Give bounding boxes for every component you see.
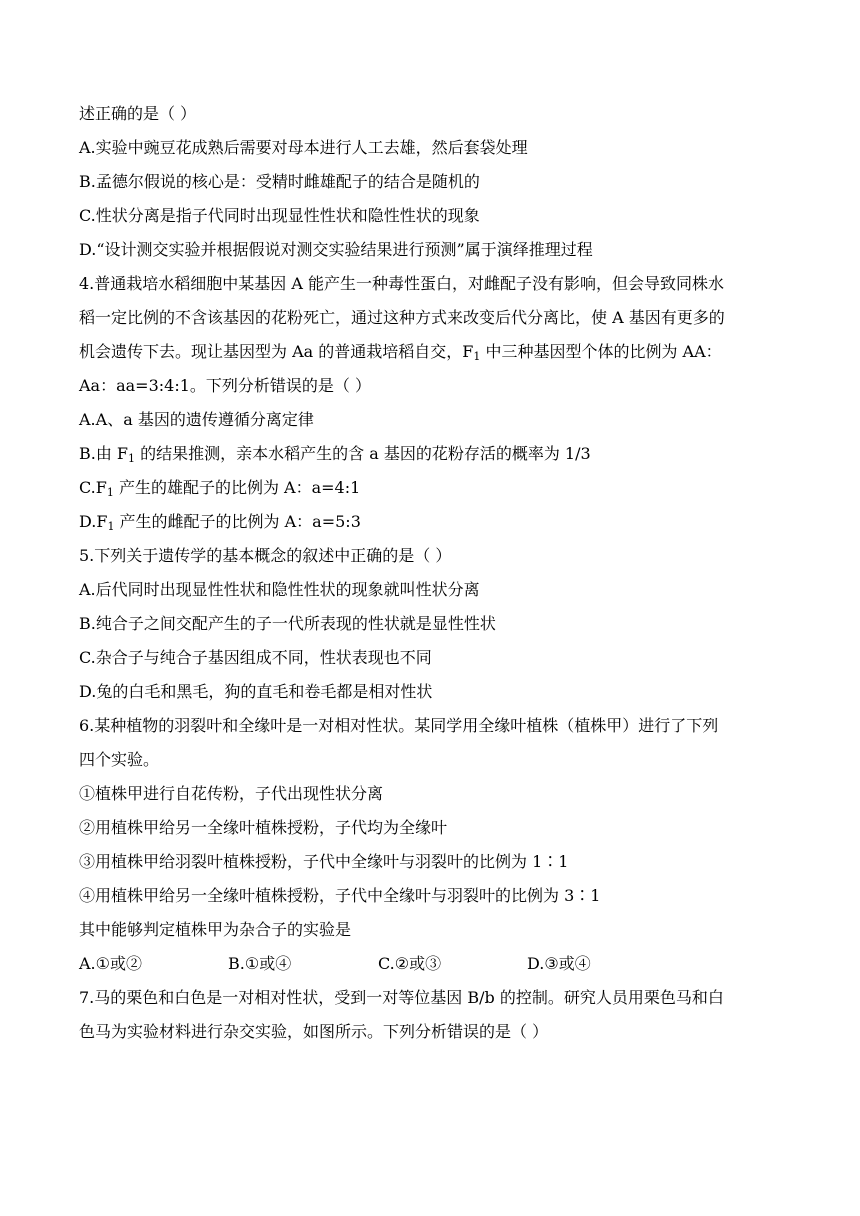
q5-option-d: D.兔的白毛和黑毛，狗的直毛和卷毛都是相对性状 — [79, 682, 433, 701]
q4-option-c-subscript: 1 — [106, 486, 114, 499]
q6-experiment-2: ②用植株甲给另一全缘叶植株授粉，子代均为全缘叶 — [79, 818, 448, 837]
q4-option-c-part-b: 产生的雄配子的比例为 A：a=4:1 — [113, 478, 361, 497]
q6-option-c: C.②或③ — [378, 954, 442, 973]
q3-option-b: B.孟德尔假说的核心是：受精时雌雄配子的结合是随机的 — [79, 172, 480, 191]
q6-option-a: A.①或② — [79, 954, 142, 973]
q4-option-d — [79, 512, 361, 532]
q6-experiment-1: ①植株甲进行自花传粉，子代出现性状分离 — [79, 784, 384, 803]
q4-stem-line-3-subscript: 1 — [473, 350, 481, 363]
q4-option-b-subscript: 1 — [128, 452, 136, 465]
q4-stem-line-3-part-b: 中三种基因型个体的比例为 AA： — [480, 342, 722, 361]
q6-option-b: B.①或④ — [228, 954, 292, 973]
q4-option-c-part-a: C.F — [79, 478, 107, 497]
q7-stem-line-2: 色马为实验材料进行杂交实验，如图所示。下列分析错误的是（ ） — [79, 1022, 549, 1041]
q3-option-c: C.性状分离是指子代同时出现显性性状和隐性性状的现象 — [79, 206, 480, 225]
q4-option-b-part-b: 的结果推测，亲本水稻产生的含 a 基因的花粉存活的概率为 1/3 — [135, 444, 591, 463]
q6-experiment-4: ④用植株甲给另一全缘叶植株授粉，子代中全缘叶与羽裂叶的比例为 3∶1 — [79, 886, 601, 905]
q4-stem-line-2: 稻一定比例的不含该基因的花粉死亡，通过这种方式来改变后代分离比，使 A 基因有更多的 — [79, 308, 725, 327]
q4-option-a: A.A、a 基因的遗传遵循分离定律 — [79, 410, 314, 429]
q5-option-c: C.杂合子与纯合子基因组成不同，性状表现也不同 — [79, 648, 432, 667]
q5-option-b: B.纯合子之间交配产生的子一代所表现的性状就是显性性状 — [79, 614, 496, 633]
q5-stem: 5.下列关于遗传学的基本概念的叙述中正确的是（ ） — [79, 546, 452, 565]
q3-option-a: A.实验中豌豆花成熟后需要对母本进行人工去雄，然后套袋处理 — [79, 138, 528, 157]
q6-experiment-3: ③用植株甲给羽裂叶植株授粉，子代中全缘叶与羽裂叶的比例为 1∶1 — [79, 852, 569, 871]
q3-option-d: D.“设计测交实验并根据假说对测交实验结果进行预测”属于演绎推理过程 — [79, 240, 593, 259]
q4-option-b-part-a: B.由 F — [79, 444, 129, 463]
q7-stem-line-1: 7.马的栗色和白色是一对相对性状，受到一对等位基因 B/b 的控制。研究人员用栗色马和白 — [79, 988, 724, 1007]
q4-stem-line-4: Aa：aa=3:4:1。下列分析错误的是（ ） — [79, 376, 371, 395]
q4-option-d-part-a: D.F — [79, 512, 108, 531]
q4-option-b — [79, 444, 591, 464]
q4-option-c — [79, 478, 360, 498]
q6-option-d: D.③或④ — [527, 954, 591, 973]
q4-option-d-part-b: 产生的雌配子的比例为 A：a=5:3 — [114, 512, 361, 531]
q6-stem-line-2: 四个实验。 — [79, 750, 160, 769]
q3-stem-tail: 述正确的是（ ） — [79, 104, 197, 123]
q4-stem-line-1: 4.普通栽培水稻细胞中某基因 A 能产生一种毒性蛋白，对雌配子没有影响，但会导致同株水 — [79, 274, 724, 293]
q6-question: 其中能够判定植株甲为杂合子的实验是 — [79, 920, 352, 939]
q6-stem-line-1: 6.某种植物的羽裂叶和全缘叶是一对相对性状。某同学用全缘叶植株（植株甲）进行了下列 — [79, 716, 719, 735]
q4-stem-line-3 — [79, 342, 722, 362]
q4-stem-line-3-part-a: 机会遗传下去。现让基因型为 Aa 的普通栽培稻自交，F — [79, 342, 474, 361]
q4-option-d-subscript: 1 — [107, 520, 115, 533]
q5-option-a: A.后代同时出现显性性状和隐性性状的现象就叫性状分离 — [79, 580, 480, 599]
